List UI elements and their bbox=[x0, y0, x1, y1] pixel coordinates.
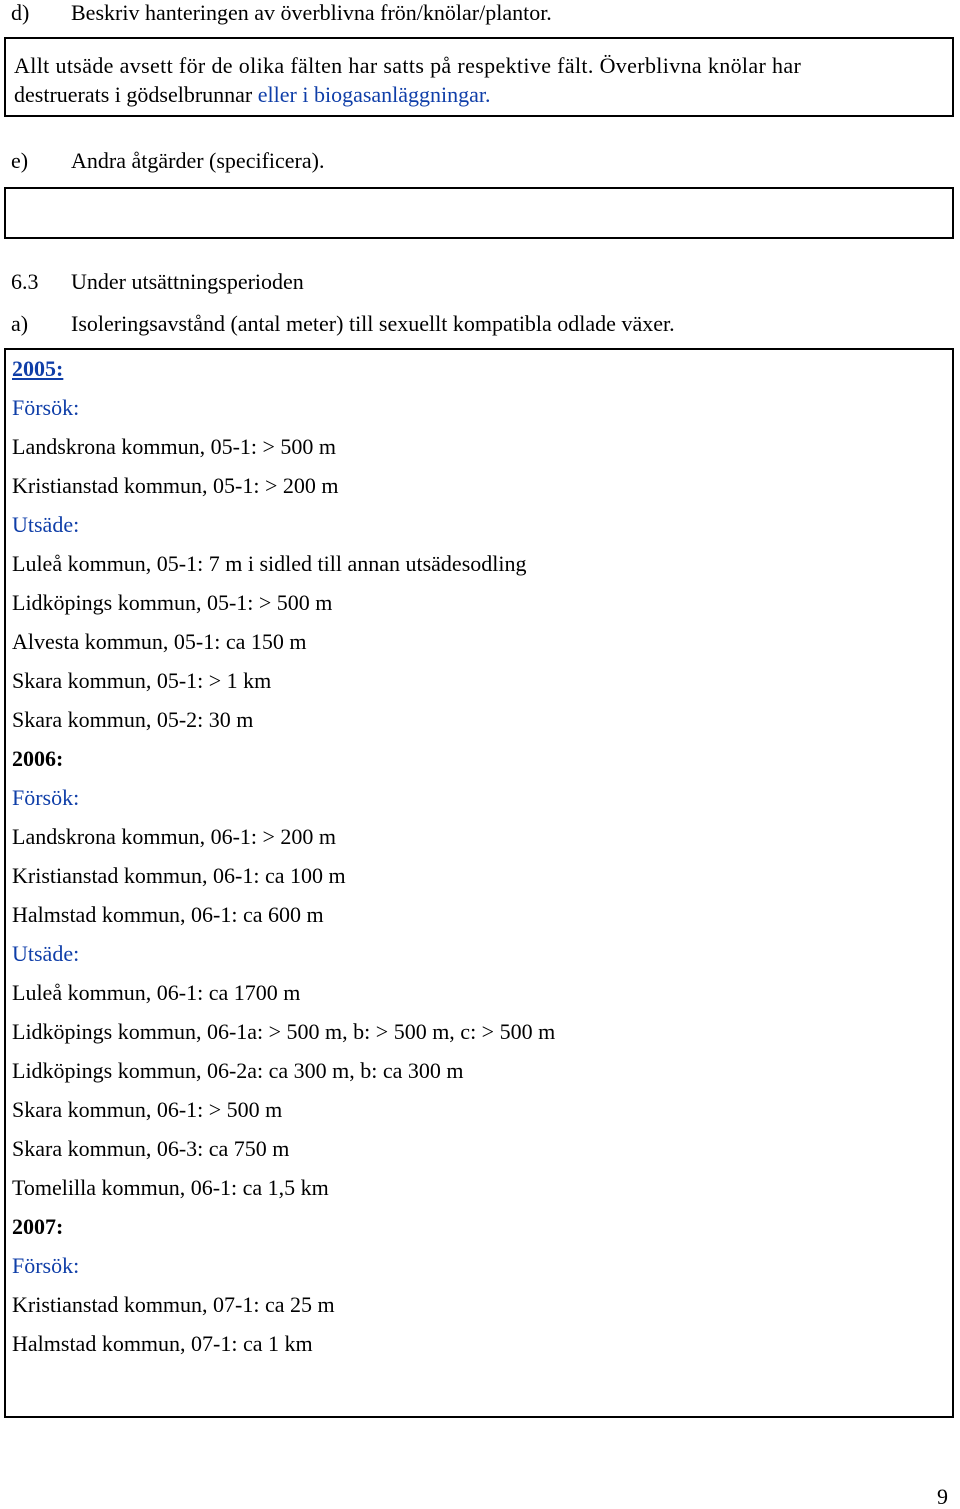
list-item: Kristianstad kommun, 05-1: > 200 m bbox=[12, 473, 339, 498]
section-title: Under utsättningsperioden bbox=[71, 269, 304, 294]
answer-d-line2-part1: destruerats i gödselbrunnar bbox=[14, 82, 258, 107]
forsok-2006-label: Försök: bbox=[12, 785, 80, 810]
list-item: Luleå kommun, 05-1: 7 m i sidled till annan utsädesodling bbox=[12, 551, 527, 576]
question-d-label: d) bbox=[11, 0, 30, 25]
list-item: Skara kommun, 06-1: > 500 m bbox=[12, 1097, 283, 1122]
answer-d-line2-part2: eller i biogasanläggningar. bbox=[257, 82, 491, 107]
answer-box-a bbox=[4, 348, 954, 1418]
year-2006-heading: 2006: bbox=[12, 746, 64, 771]
answer-box-e bbox=[4, 187, 954, 239]
answer-box-d bbox=[4, 37, 954, 117]
question-e-text: Andra åtgärder (specificera). bbox=[71, 148, 325, 173]
list-item: Lidköpings kommun, 06-1a: > 500 m, b: > 500 m, c: > 500 m bbox=[12, 1019, 556, 1044]
question-a-text: Isoleringsavstånd (antal meter) till sexuellt kompatibla odlade växer. bbox=[71, 311, 675, 336]
year-2005-heading: 2005: bbox=[12, 356, 64, 381]
question-d-text: Beskriv hanteringen av överblivna frön/knölar/plantor. bbox=[71, 0, 552, 25]
list-item: Skara kommun, 05-2: 30 m bbox=[12, 707, 254, 732]
forsok-2007-label: Försök: bbox=[12, 1253, 80, 1278]
list-item: Skara kommun, 05-1: > 1 km bbox=[12, 668, 272, 693]
question-e-label: e) bbox=[11, 148, 29, 173]
question-a-label: a) bbox=[11, 311, 29, 336]
list-item: Landskrona kommun, 05-1: > 500 m bbox=[12, 434, 337, 459]
list-item: Kristianstad kommun, 07-1: ca 25 m bbox=[12, 1292, 335, 1317]
year-2007-heading: 2007: bbox=[12, 1214, 64, 1239]
list-item: Landskrona kommun, 06-1: > 200 m bbox=[12, 824, 337, 849]
list-item: Tomelilla kommun, 06-1: ca 1,5 km bbox=[12, 1175, 329, 1200]
utsade-2005-label: Utsäde: bbox=[12, 512, 80, 537]
list-item: Luleå kommun, 06-1: ca 1700 m bbox=[12, 980, 301, 1005]
section-number: 6.3 bbox=[11, 269, 39, 294]
answer-d-line2 bbox=[14, 84, 491, 106]
list-item: Halmstad kommun, 06-1: ca 600 m bbox=[12, 902, 324, 927]
list-item: Kristianstad kommun, 06-1: ca 100 m bbox=[12, 863, 346, 888]
list-item: Halmstad kommun, 07-1: ca 1 km bbox=[12, 1331, 313, 1356]
list-item: Lidköpings kommun, 06-2a: ca 300 m, b: ca 300 m bbox=[12, 1058, 464, 1083]
page-number: 9 bbox=[937, 1484, 948, 1509]
list-item: Skara kommun, 06-3: ca 750 m bbox=[12, 1136, 290, 1161]
answer-d-line1: Allt utsäde avsett för de olika fälten har satts på respektive fält. Överblivna knölar har bbox=[14, 53, 802, 78]
utsade-2006-label: Utsäde: bbox=[12, 941, 80, 966]
list-item: Lidköpings kommun, 05-1: > 500 m bbox=[12, 590, 333, 615]
forsok-2005-label: Försök: bbox=[12, 395, 80, 420]
list-item: Alvesta kommun, 05-1: ca 150 m bbox=[12, 629, 307, 654]
